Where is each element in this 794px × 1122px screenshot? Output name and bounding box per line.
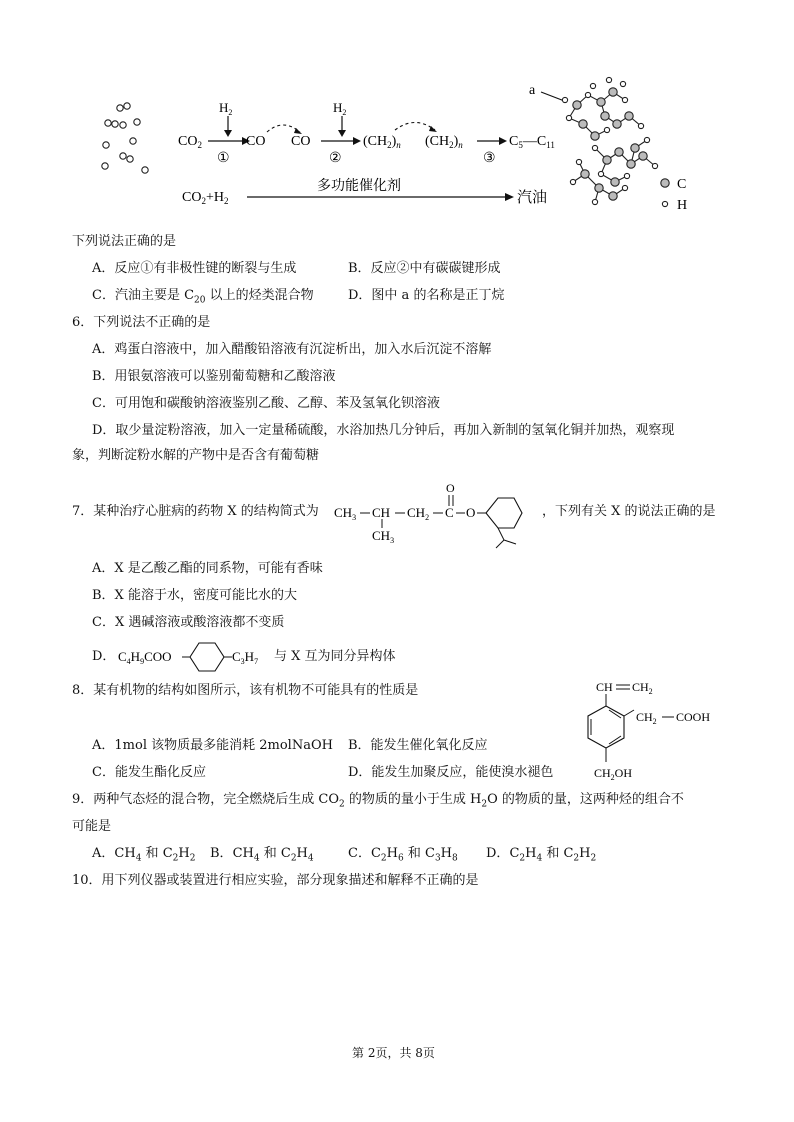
legend-h-label: H [677, 198, 688, 213]
q5-option-a: A．反应①有非极性键的断裂与生成 [92, 261, 297, 276]
h2-arrow-2-head [338, 130, 346, 137]
q6-option-d-line1: D．取少量淀粉溶液，加入一定量稀硫酸，水浴加热几分钟后，再加入新制的氢氧化铜并加热，观察现 [92, 423, 675, 438]
q7-ch2: $CH_2$ [407, 505, 430, 522]
q7-stem-post: ，下列有关 X 的说法正确的是 [542, 504, 716, 519]
h2-arrow-1-head [224, 130, 232, 137]
co2-molecule-cluster [102, 103, 148, 173]
q9-option-d: D．$C_2H_4$ 和 $C_2H_2$ [486, 846, 597, 864]
q8-cooh: COOH [676, 710, 711, 724]
h2-label-1: $H_2$ [219, 100, 233, 117]
q5-option-c: C．汽油主要是 $C_{20}$ 以上的烃类混合物 [92, 288, 314, 306]
q6-stem: 6．下列说法不正确的是 [72, 315, 211, 330]
q7-cyclohexane-ring [486, 498, 522, 528]
q6-option-d-line2: 象，判断淀粉水解的产物中是否含有葡萄糖 [72, 448, 320, 463]
q7-d-left-group: $C_4H_9COO$ [118, 649, 172, 666]
q9-stem-line2: 可能是 [72, 819, 112, 834]
q7-structure [332, 478, 538, 550]
hydrocarbon-molecule-models [562, 77, 657, 204]
q8-vinyl-group: CH [596, 680, 613, 694]
step2-label: ② [329, 151, 342, 166]
q6-option-b: B．用银氨溶液可以鉴别葡萄糖和乙酸溶液 [92, 369, 336, 384]
label-a: a [529, 83, 536, 98]
co2-formula: $CO_2$ [178, 134, 202, 150]
page-number-footer: 第 2页，共 8页 [352, 1046, 435, 1060]
q7-ch3-branch: $CH_3$ [372, 528, 395, 545]
q8-option-d: D．能发生加聚反应，能使溴水褪色 [348, 765, 554, 780]
q7-ch3: $CH_3$ [334, 505, 357, 522]
ch2n-formula-1: $(CH_2)_n$ [363, 134, 401, 150]
q8-benzene-ring [588, 706, 624, 748]
q7-carbonyl-c: C [445, 505, 454, 520]
ch2n-formula-2: $(CH_2)_n$ [425, 134, 463, 150]
q7-option-d-text: 与 X 互为同分异构体 [274, 649, 396, 664]
q7-carbonyl-o: O [446, 481, 455, 495]
q5-option-d: D．图中 a 的名称是正丁烷 [348, 288, 505, 303]
legend-h-icon [662, 201, 667, 206]
catalyst-label: 多功能催化剂 [317, 179, 401, 194]
q6-option-a: A．鸡蛋白溶液中，加入醋酸铅溶液有沉淀析出，加入水后沉淀不溶解 [92, 342, 492, 357]
q8-ch2cooh-group: $CH_2$ [636, 710, 657, 726]
q7-option-a: A．X 是乙酸乙酯的同系物，可能有香味 [92, 561, 323, 576]
gasoline-label: 汽油 [517, 190, 548, 206]
q9-option-a: A．$CH_4$ 和 $C_2H_2$ [92, 846, 196, 864]
arrow-3-head [499, 137, 507, 145]
arrow-2-head [353, 137, 361, 145]
q7-option-b: B．X 能溶于水，密度可能比水的大 [92, 588, 297, 603]
reaction-scheme-svg [95, 70, 715, 220]
q7-stem-pre: 7．某种治疗心脏病的药物 X 的结构简式为 [72, 504, 319, 519]
step3-label: ③ [483, 151, 496, 166]
q8-stem: 8．某有机物的结构如图所示，该有机物不可能具有的性质是 [72, 683, 419, 698]
q9-stem-line1: 9．两种气态烃的混合物，完全燃烧后生成 $CO_2$ 的物质的量小于生成 $H_2O$ 的物质的量，这两种烃的组合不 [72, 792, 684, 810]
h2-label-2: $H_2$ [333, 100, 347, 117]
step1-label: ① [217, 151, 230, 166]
q7-ester-o: O [466, 505, 476, 520]
co2-h2-formula: $CO_2+H_2$ [182, 190, 229, 206]
q8-vinyl-ch2: $CH_2$ [632, 680, 653, 696]
q5-stem: 下列说法正确的是 [72, 234, 177, 249]
q7-option-d-structure [116, 636, 276, 676]
q6-option-c: C．可用饱和碳酸钠溶液鉴别乙酸、乙醇、苯及氢氧化钡溶液 [92, 396, 440, 411]
q9-option-b: B．$CH_4$ 和 $C_2H_4$ [210, 846, 314, 864]
q8-structure [570, 674, 730, 786]
q8-option-b: B．能发生催化氧化反应 [348, 738, 488, 753]
c5-c11-formula: $C_5—C_{11}$ [509, 134, 555, 150]
q5-option-b: B．反应②中有碳碳键形成 [348, 261, 501, 276]
reaction-scheme-figure [95, 70, 715, 220]
legend-c-label: C [677, 177, 687, 192]
q7-option-c: C．X 遇碱溶液或酸溶液都不变质 [92, 615, 285, 630]
q7-option-d-label: D． [92, 649, 116, 664]
q8-option-c: C．能发生酯化反应 [92, 765, 206, 780]
q8-option-a: A．1mol 该物质最多能消耗 2molNaOH [92, 738, 333, 753]
co-formula-1: CO [246, 134, 266, 149]
legend-c-icon [661, 179, 669, 187]
q7-d-right-group: $C_3H_7$ [232, 649, 259, 666]
q8-ch2oh-group: $CH_2OH$ [594, 766, 633, 782]
q9-option-c: C．$C_2H_6$ 和 $C_3H_8$ [348, 846, 458, 864]
co-formula-2: CO [291, 134, 311, 149]
catalyst-arrow-head [505, 193, 514, 201]
dashed-arrow-2 [395, 123, 435, 131]
q10-stem: 10．用下列仪器或装置进行相应实验，部分现象描述和解释不正确的是 [72, 873, 479, 888]
q7-ch: CH [372, 505, 391, 520]
q7-d-cyclohexane-ring [190, 643, 224, 671]
